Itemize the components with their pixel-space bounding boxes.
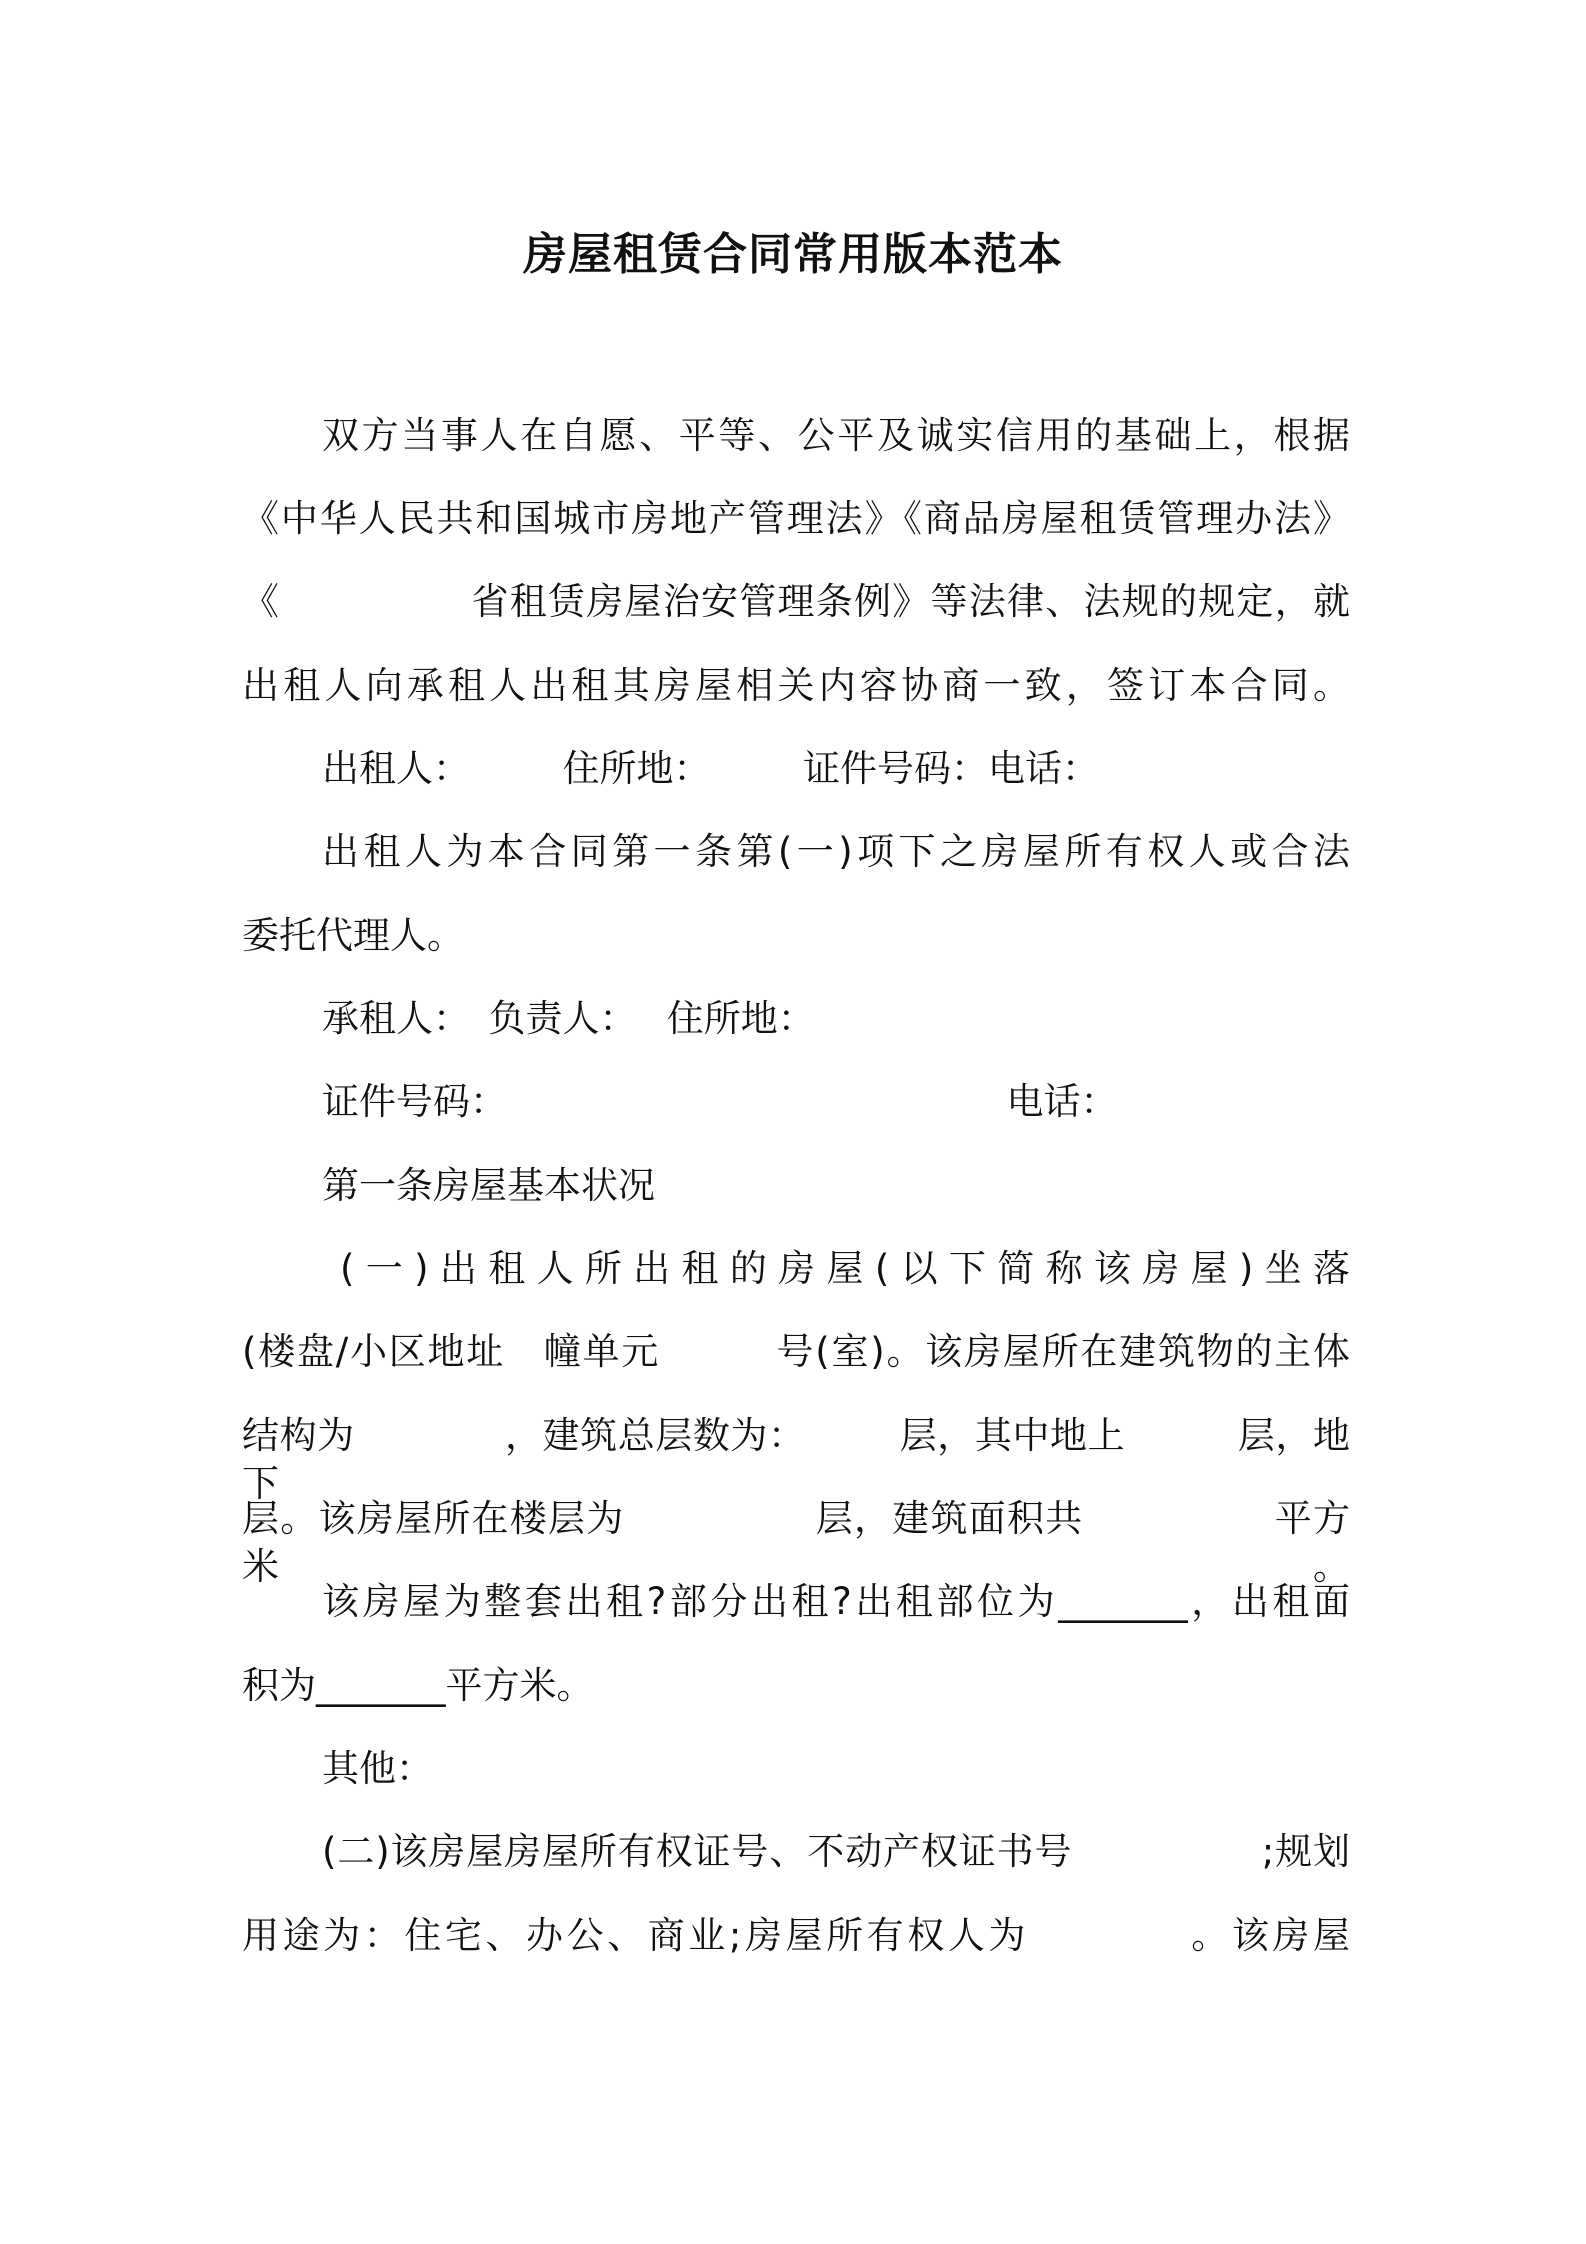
- paragraph-line: (楼盘/小区地址 幢单元 号(室)。该房屋所在建筑物的主体: [242, 1330, 1350, 1373]
- paragraph-line: 双方当事人在自愿、平等、公平及诚实信用的基础上，根据: [322, 414, 1350, 457]
- paragraph-line: 积为_______平方米。: [242, 1664, 594, 1707]
- lessee-info-line: 承租人： 负责人： 住所地：: [322, 997, 815, 1040]
- paragraph-line: 出租人向承租人出租其房屋相关内容协商一致，签订本合同。: [242, 664, 1350, 707]
- lessor-info-line: 出租人： 住所地： 证件号码：电话：: [322, 747, 1099, 790]
- paragraph-line: 其他：: [322, 1747, 433, 1790]
- article-heading: 第一条房屋基本状况: [322, 1164, 655, 1207]
- paragraph-line: 《中华人民共和国城市房地产管理法》《商品房屋租赁管理办法》: [242, 497, 1350, 540]
- paragraph-line: 委托代理人。: [242, 914, 464, 957]
- paragraph-line: 该房屋为整套出租?部分出租?出租部位为_______，出租面: [322, 1580, 1350, 1623]
- paragraph-line: (二)该房屋房屋所有权证号、不动产权证书号 ;规划: [322, 1830, 1350, 1873]
- paragraph-line: 结构为 ，建筑总层数为： 层，其中地上 层，地下: [242, 1414, 1350, 1505]
- lessee-id-line: 证件号码： 电话：: [322, 1080, 1118, 1123]
- paragraph-line: 用途为：住宅、办公、商业;房屋所有权人为 。该房屋: [242, 1914, 1350, 1957]
- paragraph-line: 出租人为本合同第一条第(一)项下之房屋所有权人或合法: [322, 830, 1350, 873]
- paragraph-line: 《 省租赁房屋治安管理条例》等法律、法规的规定，就: [242, 580, 1350, 623]
- paragraph-line: 层。该房屋所在楼层为 层，建筑面积共 平方米。: [242, 1497, 1350, 1588]
- document-title: 房屋租赁合同常用版本范本: [523, 229, 1063, 280]
- paragraph-line: (一)出租人所出租的房屋(以下简称该房屋)坐落: [340, 1247, 1350, 1290]
